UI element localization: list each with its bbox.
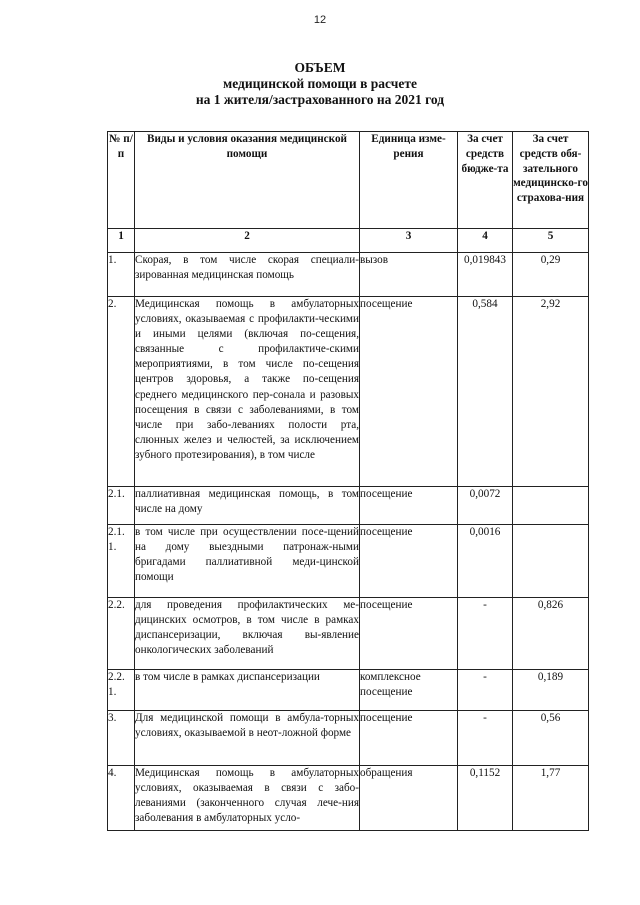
table-row xyxy=(108,487,589,525)
row-unit: комплексное посещение xyxy=(360,670,458,711)
column-number: 2 xyxy=(135,229,360,253)
row-number: 2.1. 1. xyxy=(108,525,135,598)
row-budget-value: 0,019843 xyxy=(458,253,513,297)
row-description: Скорая, в том числе скорая специали-зированная медицинская помощь xyxy=(135,253,360,297)
row-description: Медицинская помощь в амбулаторных условиях, оказываемая с профилакти-ческими и иными целями (включая по-сещения, связанные с профилактиче-скими мероприятиями, в том числе по-сещения центров здоровья, а также по-сещения среднего медицинского пер-сонала и разовых посещения в связи с заболеваниями, в том числе при забо-леваниях полости рта, слюнных желез и челюстей, за исключением зубного протезирования), в том числе xyxy=(135,297,360,487)
title-line-1: ОБЪЕМ xyxy=(294,60,346,75)
row-number: 1. xyxy=(108,253,135,297)
table-row xyxy=(108,297,589,487)
header-budget: За счет средств бюдже-та xyxy=(458,132,513,229)
row-description: паллиативная медицинская помощь, в том числе на дому xyxy=(135,487,360,525)
table-header-row xyxy=(108,132,589,229)
row-description: Для медицинской помощи в амбула-торных условиях, оказываемой в неот-ложной форме xyxy=(135,711,360,766)
header-unit: Единица изме-рения xyxy=(360,132,458,229)
row-oms-value: 0,29 xyxy=(513,253,589,297)
header-number: № п/п xyxy=(108,132,135,229)
header-type: Виды и условия оказания медицинской помощи xyxy=(135,132,360,229)
row-unit: обращения xyxy=(360,766,458,831)
row-oms-value: 0,56 xyxy=(513,711,589,766)
row-number: 2.2. xyxy=(108,598,135,670)
row-oms-value: 2,92 xyxy=(513,297,589,487)
table-row xyxy=(108,598,589,670)
column-number: 4 xyxy=(458,229,513,253)
row-number: 4. xyxy=(108,766,135,831)
row-budget-value: 0,0016 xyxy=(458,525,513,598)
row-unit: посещение xyxy=(360,525,458,598)
row-budget-value: - xyxy=(458,711,513,766)
document-title xyxy=(0,60,640,108)
row-number: 2.1. xyxy=(108,487,135,525)
row-unit: посещение xyxy=(360,598,458,670)
row-budget-value: 0,1152 xyxy=(458,766,513,831)
table-row xyxy=(108,253,589,297)
title-line-2: медицинской помощи в расчете xyxy=(223,76,417,91)
row-description: для проведения профилактических ме-дицинских осмотров, в том числе в рамках диспансеризации, включая вы-явление онкологических заболеваний xyxy=(135,598,360,670)
row-unit: вызов xyxy=(360,253,458,297)
row-budget-value: 0,0072 xyxy=(458,487,513,525)
row-description: в том числе при осуществлении посе-щений на дому выездными патронаж-ными бригадами паллиативной меди-цинской помощи xyxy=(135,525,360,598)
row-number: 2.2. 1. xyxy=(108,670,135,711)
row-budget-value: - xyxy=(458,670,513,711)
title-line-3: на 1 жителя/застрахованного на 2021 год xyxy=(195,92,445,107)
row-number: 3. xyxy=(108,711,135,766)
column-number: 1 xyxy=(108,229,135,253)
row-description: в том числе в рамках диспансеризации xyxy=(135,670,360,711)
column-number-row xyxy=(108,229,589,253)
table-row xyxy=(108,525,589,598)
page-number: 12 xyxy=(313,14,327,26)
table-row xyxy=(108,670,589,711)
row-budget-value: - xyxy=(458,598,513,670)
row-oms-value: 0,826 xyxy=(513,598,589,670)
row-unit: посещение xyxy=(360,711,458,766)
table-row xyxy=(108,711,589,766)
column-number: 5 xyxy=(513,229,589,253)
table-row xyxy=(108,766,589,831)
row-oms-value: 1,77 xyxy=(513,766,589,831)
row-oms-value xyxy=(513,525,589,598)
row-budget-value: 0,584 xyxy=(458,297,513,487)
row-description: Медицинская помощь в амбулаторных условиях, оказываемая в связи с забо-леваниями (законченного случая лече-ния заболевания в амбулаторных усло- xyxy=(135,766,360,831)
row-oms-value: 0,189 xyxy=(513,670,589,711)
column-number: 3 xyxy=(360,229,458,253)
volume-table xyxy=(107,131,589,831)
row-number: 2. xyxy=(108,297,135,487)
row-oms-value xyxy=(513,487,589,525)
header-oms: За счет средств обя-зательного медицинско-го страхова-ния xyxy=(513,132,589,229)
row-unit: посещение xyxy=(360,297,458,487)
row-unit: посещение xyxy=(360,487,458,525)
